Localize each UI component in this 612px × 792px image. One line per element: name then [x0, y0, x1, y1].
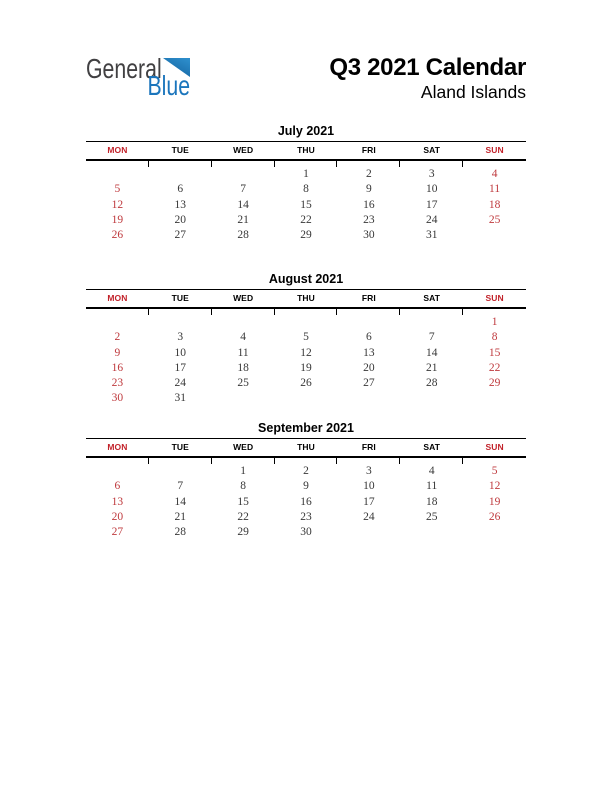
- date-cell: 10: [363, 480, 375, 493]
- week-row: [86, 479, 526, 494]
- date-cell: 12: [488, 480, 501, 493]
- date-cell: 15: [300, 198, 312, 211]
- empty-cell: [149, 464, 212, 479]
- day-header-tue: TUE: [171, 293, 189, 303]
- empty-cell: [463, 525, 526, 540]
- date-cell: 19: [111, 213, 124, 226]
- month-title-july-2021: July 2021: [86, 124, 526, 142]
- logo-text-general: General: [86, 53, 162, 84]
- date-cell: 29: [488, 377, 501, 390]
- date-cell: 17: [174, 361, 187, 374]
- date-cell: 23: [111, 377, 124, 390]
- date-cell: 3: [428, 168, 435, 180]
- day-header-tue: TUE: [171, 442, 189, 452]
- month-section-september-2021: [86, 421, 526, 540]
- date-cell: 19: [488, 495, 501, 508]
- date-cell: 14: [174, 495, 187, 508]
- week-row: [86, 525, 526, 540]
- date-cell: 30: [300, 526, 312, 539]
- date-cell: 5: [491, 465, 498, 477]
- week-row: [86, 198, 526, 213]
- date-cell: 8: [240, 480, 246, 493]
- date-cell: 10: [425, 183, 438, 196]
- date-cell: 20: [111, 510, 124, 523]
- day-header-thu: THU: [297, 145, 315, 155]
- date-cell: 26: [300, 377, 312, 390]
- general-blue-logo: [86, 55, 192, 103]
- date-cell: 16: [363, 198, 375, 211]
- day-header-sun: SUN: [485, 145, 504, 155]
- week-row: [86, 330, 526, 345]
- date-cell: 23: [363, 213, 375, 226]
- date-cell: 31: [425, 229, 438, 242]
- date-cell: 18: [237, 361, 249, 374]
- date-cell: 6: [114, 480, 121, 493]
- week-row: [86, 510, 526, 525]
- empty-cell: [337, 391, 400, 406]
- date-cell: 9: [114, 346, 121, 359]
- date-cell: 23: [300, 510, 312, 523]
- date-cell: 26: [488, 510, 501, 523]
- day-header-row: [86, 142, 526, 161]
- date-cell: 13: [363, 346, 375, 359]
- date-cell: 18: [488, 198, 501, 211]
- empty-cell: [337, 315, 400, 330]
- day-header-sat: SAT: [423, 293, 441, 303]
- empty-cell: [86, 167, 149, 182]
- day-header-sat: SAT: [423, 145, 441, 155]
- month-section-august-2021: [86, 272, 526, 407]
- date-cell: 11: [237, 346, 249, 359]
- date-cell: 27: [111, 526, 124, 539]
- date-cell: 6: [177, 183, 184, 196]
- date-cell: 5: [303, 331, 309, 344]
- date-cell: 6: [365, 331, 372, 344]
- week-row: [86, 228, 526, 243]
- week-row: [86, 391, 526, 406]
- empty-cell: [86, 464, 149, 479]
- date-cell: 14: [237, 198, 249, 211]
- day-header-wed: WED: [233, 293, 254, 303]
- date-cell: 2: [114, 331, 121, 344]
- logo-text-blue: Blue: [147, 70, 190, 101]
- date-cell: 10: [174, 346, 187, 359]
- month-title-september-2021: September 2021: [86, 421, 526, 439]
- day-header-mon: MON: [107, 145, 128, 155]
- date-cell: 15: [237, 495, 249, 508]
- date-cell: 3: [177, 331, 184, 344]
- date-cell: 4: [240, 331, 246, 344]
- date-cell: 7: [240, 183, 246, 196]
- date-cell: 21: [174, 510, 187, 523]
- date-cell: 9: [365, 183, 372, 196]
- date-cell: 13: [111, 495, 124, 508]
- day-header-wed: WED: [233, 442, 254, 452]
- date-cell: 8: [303, 183, 309, 196]
- day-header-row: [86, 290, 526, 309]
- date-cell: 7: [177, 480, 184, 493]
- day-header-mon: MON: [107, 293, 128, 303]
- date-cell: 25: [425, 510, 438, 523]
- empty-cell: [275, 315, 338, 330]
- date-cell: 20: [174, 213, 187, 226]
- date-cell: 24: [174, 377, 187, 390]
- day-header-mon: MON: [107, 442, 128, 452]
- date-cell: 25: [488, 213, 501, 226]
- date-cell: 24: [425, 213, 438, 226]
- date-cell: 20: [363, 361, 375, 374]
- date-cell: 22: [488, 361, 501, 374]
- empty-cell: [212, 167, 275, 182]
- date-cell: 1: [491, 316, 498, 328]
- date-cell: 16: [111, 361, 124, 374]
- date-cell: 4: [428, 465, 435, 477]
- day-header-row: [86, 439, 526, 458]
- date-cell: 30: [363, 229, 375, 242]
- empty-cell: [400, 525, 463, 540]
- week-row: [86, 376, 526, 391]
- date-cell: 21: [425, 361, 438, 374]
- date-cell: 17: [425, 198, 438, 211]
- day-header-thu: THU: [297, 442, 315, 452]
- week-row: [86, 315, 526, 330]
- date-cell: 1: [303, 168, 309, 180]
- day-header-tue: TUE: [171, 145, 189, 155]
- date-cell: 28: [425, 377, 438, 390]
- date-cell: 2: [303, 465, 309, 477]
- empty-cell: [337, 525, 400, 540]
- date-cell: 19: [300, 361, 312, 374]
- date-cell: 29: [300, 229, 312, 242]
- date-cell: 30: [111, 392, 124, 405]
- page-subtitle: Aland Islands: [420, 82, 526, 102]
- date-cell: 5: [114, 183, 121, 196]
- day-header-thu: THU: [297, 293, 315, 303]
- date-cell: 3: [365, 465, 372, 477]
- empty-cell: [149, 315, 212, 330]
- date-cell: 26: [111, 229, 124, 242]
- date-cell: 11: [426, 480, 438, 493]
- date-cell: 14: [425, 346, 438, 359]
- day-header-fri: FRI: [361, 442, 376, 452]
- day-header-sun: SUN: [485, 293, 504, 303]
- empty-cell: [463, 228, 526, 243]
- date-cell: 8: [491, 331, 498, 344]
- date-cell: 11: [489, 183, 501, 196]
- empty-cell: [212, 391, 275, 406]
- date-cell: 24: [363, 510, 375, 523]
- week-row: [86, 167, 526, 182]
- date-cell: 21: [237, 213, 249, 226]
- empty-cell: [400, 391, 463, 406]
- date-cell: 28: [237, 229, 249, 242]
- date-cell: 16: [300, 495, 312, 508]
- empty-cell: [463, 391, 526, 406]
- date-cell: 28: [174, 526, 187, 539]
- empty-cell: [149, 167, 212, 182]
- date-cell: 31: [174, 392, 187, 405]
- month-section-july-2021: [86, 124, 526, 243]
- date-cell: 7: [428, 331, 435, 344]
- empty-cell: [400, 315, 463, 330]
- empty-cell: [275, 391, 338, 406]
- month-title-august-2021: August 2021: [86, 272, 526, 290]
- week-row: [86, 213, 526, 228]
- week-row: [86, 495, 526, 510]
- day-header-sun: SUN: [485, 442, 504, 452]
- empty-cell: [212, 315, 275, 330]
- date-cell: 22: [237, 510, 249, 523]
- date-cell: 4: [491, 168, 498, 180]
- day-header-fri: FRI: [361, 145, 376, 155]
- date-cell: 15: [488, 346, 501, 359]
- date-cell: 9: [303, 480, 309, 493]
- day-header-fri: FRI: [361, 293, 376, 303]
- date-cell: 25: [237, 377, 249, 390]
- date-cell: 29: [237, 526, 249, 539]
- date-cell: 18: [425, 495, 438, 508]
- week-row: [86, 361, 526, 376]
- date-cell: 22: [300, 213, 312, 226]
- date-cell: 27: [174, 229, 187, 242]
- date-cell: 1: [240, 465, 246, 477]
- date-cell: 27: [363, 377, 375, 390]
- date-cell: 2: [365, 168, 372, 180]
- week-row: [86, 464, 526, 479]
- date-cell: 12: [111, 198, 124, 211]
- title-block: [329, 55, 526, 102]
- date-cell: 13: [174, 198, 187, 211]
- page-title: Q3 2021 Calendar: [329, 54, 526, 81]
- week-row: [86, 182, 526, 197]
- date-cell: 12: [300, 346, 312, 359]
- week-row: [86, 346, 526, 361]
- day-header-wed: WED: [233, 145, 254, 155]
- date-cell: 17: [363, 495, 375, 508]
- empty-cell: [86, 315, 149, 330]
- day-header-sat: SAT: [423, 442, 441, 452]
